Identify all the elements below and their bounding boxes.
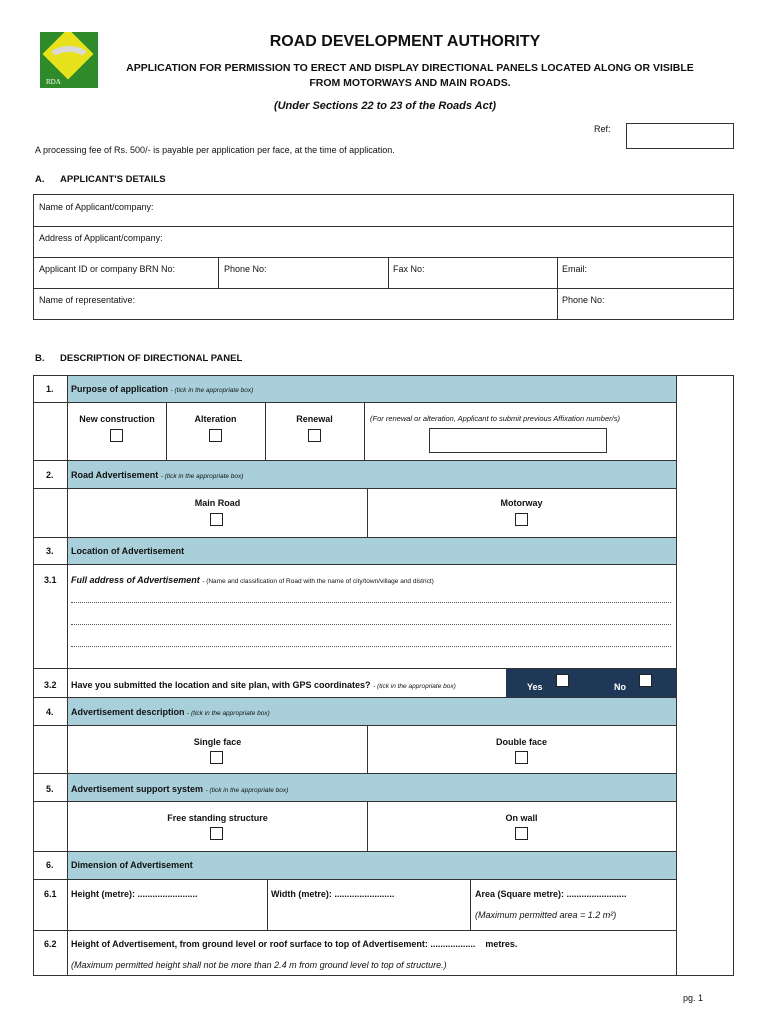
applicant-id-field[interactable]: Applicant ID or company BRN No: xyxy=(39,264,176,274)
page-subtitle: APPLICATION FOR PERMISSION TO ERECT AND DISPLAY DIRECTIONAL PANELS LOCATED ALONG OR VISIBLE FROM MOTORWAYS AND MAIN ROADS. xyxy=(126,62,694,89)
section-a-letter: A. xyxy=(35,174,45,185)
applicant-details-table xyxy=(33,194,734,320)
q2-main-road-checkbox[interactable] xyxy=(210,513,223,526)
q5-free-standing-checkbox[interactable] xyxy=(210,827,223,840)
q2-number: 2. xyxy=(46,470,54,480)
q4-single-face-label: Single face xyxy=(193,737,242,747)
fee-note: A processing fee of Rs. 500/- is payable per application per face, at the time of application. xyxy=(35,145,395,155)
panel-description-table xyxy=(33,375,734,976)
q4-single-face-checkbox[interactable] xyxy=(210,751,223,764)
page-number: pg. 1 xyxy=(683,993,704,1003)
area-max-note: (Maximum permitted area = 1.2 m²) xyxy=(475,910,617,920)
q32-no-checkbox[interactable] xyxy=(639,674,652,687)
address-line-2[interactable] xyxy=(71,624,671,625)
q2-label: Road Advertisement - (tick in the appropriate box) xyxy=(71,470,244,480)
q4-label: Advertisement description - (tick in the appropriate box) xyxy=(71,707,270,717)
q3-number: 3. xyxy=(46,546,54,556)
q1-new-construction-label: New construction xyxy=(79,414,155,424)
width-field[interactable]: Width (metre): ........................ xyxy=(271,889,395,899)
q31-number: 3.1 xyxy=(44,575,57,585)
q1-label: Purpose of application - (tick in the appropriate box) xyxy=(71,384,254,394)
q2-motorway-label: Motorway xyxy=(500,498,543,508)
ref-input[interactable] xyxy=(626,123,734,149)
legal-reference: (Under Sections 22 to 23 of the Roads Act) xyxy=(273,100,497,112)
q3-label: Location of Advertisement xyxy=(71,546,185,556)
applicant-name-field[interactable]: Name of Applicant/company: xyxy=(39,202,154,212)
q5-on-wall-label: On wall xyxy=(505,813,538,823)
q1-renewal-label: Renewal xyxy=(296,414,333,424)
q1-alteration-label: Alteration xyxy=(194,414,237,424)
q32-no-label: No xyxy=(614,682,626,692)
q1-alteration-checkbox[interactable] xyxy=(209,429,222,442)
address-line-3[interactable] xyxy=(71,646,671,647)
q1-renewal-checkbox[interactable] xyxy=(308,429,321,442)
q32-yes-label: Yes xyxy=(527,682,543,692)
q32-number: 3.2 xyxy=(44,680,57,690)
q4-number: 4. xyxy=(46,707,54,717)
q62-number: 6.2 xyxy=(44,939,57,949)
q1-affixation-note: (For renewal or alteration, Applicant to submit previous Affixation number/s) xyxy=(370,414,620,423)
q1-affixation-input[interactable] xyxy=(429,428,607,453)
representative-field[interactable]: Name of representative: xyxy=(39,295,136,305)
q61-number: 6.1 xyxy=(44,889,57,899)
q6-label: Dimension of Advertisement xyxy=(71,860,193,870)
address-line-1[interactable] xyxy=(71,602,671,603)
q5-free-standing-label: Free standing structure xyxy=(167,813,268,823)
section-b-letter: B. xyxy=(35,353,45,364)
q2-motorway-checkbox[interactable] xyxy=(515,513,528,526)
q6-number: 6. xyxy=(46,860,54,870)
q4-double-face-checkbox[interactable] xyxy=(515,751,528,764)
q1-number: 1. xyxy=(46,384,54,394)
fax-field[interactable]: Fax No: xyxy=(393,264,425,274)
logo-text: RDA xyxy=(46,78,61,86)
q4-double-face-label: Double face xyxy=(495,737,547,747)
height-max-note: (Maximum permitted height shall not be more than 2.4 m from ground level to top of structure.) xyxy=(71,960,447,970)
height-field[interactable]: Height (metre): ........................ xyxy=(71,889,198,899)
q32-yes-checkbox[interactable] xyxy=(556,674,569,687)
page-title: ROAD DEVELOPMENT AUTHORITY xyxy=(269,33,541,50)
q2-main-road-label: Main Road xyxy=(194,498,241,508)
q5-on-wall-checkbox[interactable] xyxy=(515,827,528,840)
q1-new-construction-checkbox[interactable] xyxy=(110,429,123,442)
q5-number: 5. xyxy=(46,784,54,794)
phone-field[interactable]: Phone No: xyxy=(224,264,267,274)
total-height-field[interactable]: Height of Advertisement, from ground level or roof surface to top of Advertisement: .................. metres. xyxy=(71,939,518,949)
rep-phone-field[interactable]: Phone No: xyxy=(562,295,605,305)
section-a-title: APPLICANT'S DETAILS xyxy=(60,174,166,185)
q5-label: Advertisement support system - (tick in the appropriate box) xyxy=(71,784,289,794)
applicant-address-field[interactable]: Address of Applicant/company: xyxy=(39,233,163,243)
q31-label: Full address of Advertisement - (Name and classification of Road with the name of city/town/village and district) xyxy=(71,575,434,585)
q32-label: Have you submitted the location and site plan, with GPS coordinates? - (tick in the appropriate box) xyxy=(71,680,456,690)
area-field[interactable]: Area (Square metre): ........................ xyxy=(475,889,627,899)
ref-label: Ref: xyxy=(594,124,611,134)
section-b-title: DESCRIPTION OF DIRECTIONAL PANEL xyxy=(60,353,243,364)
email-field[interactable]: Email: xyxy=(562,264,588,274)
